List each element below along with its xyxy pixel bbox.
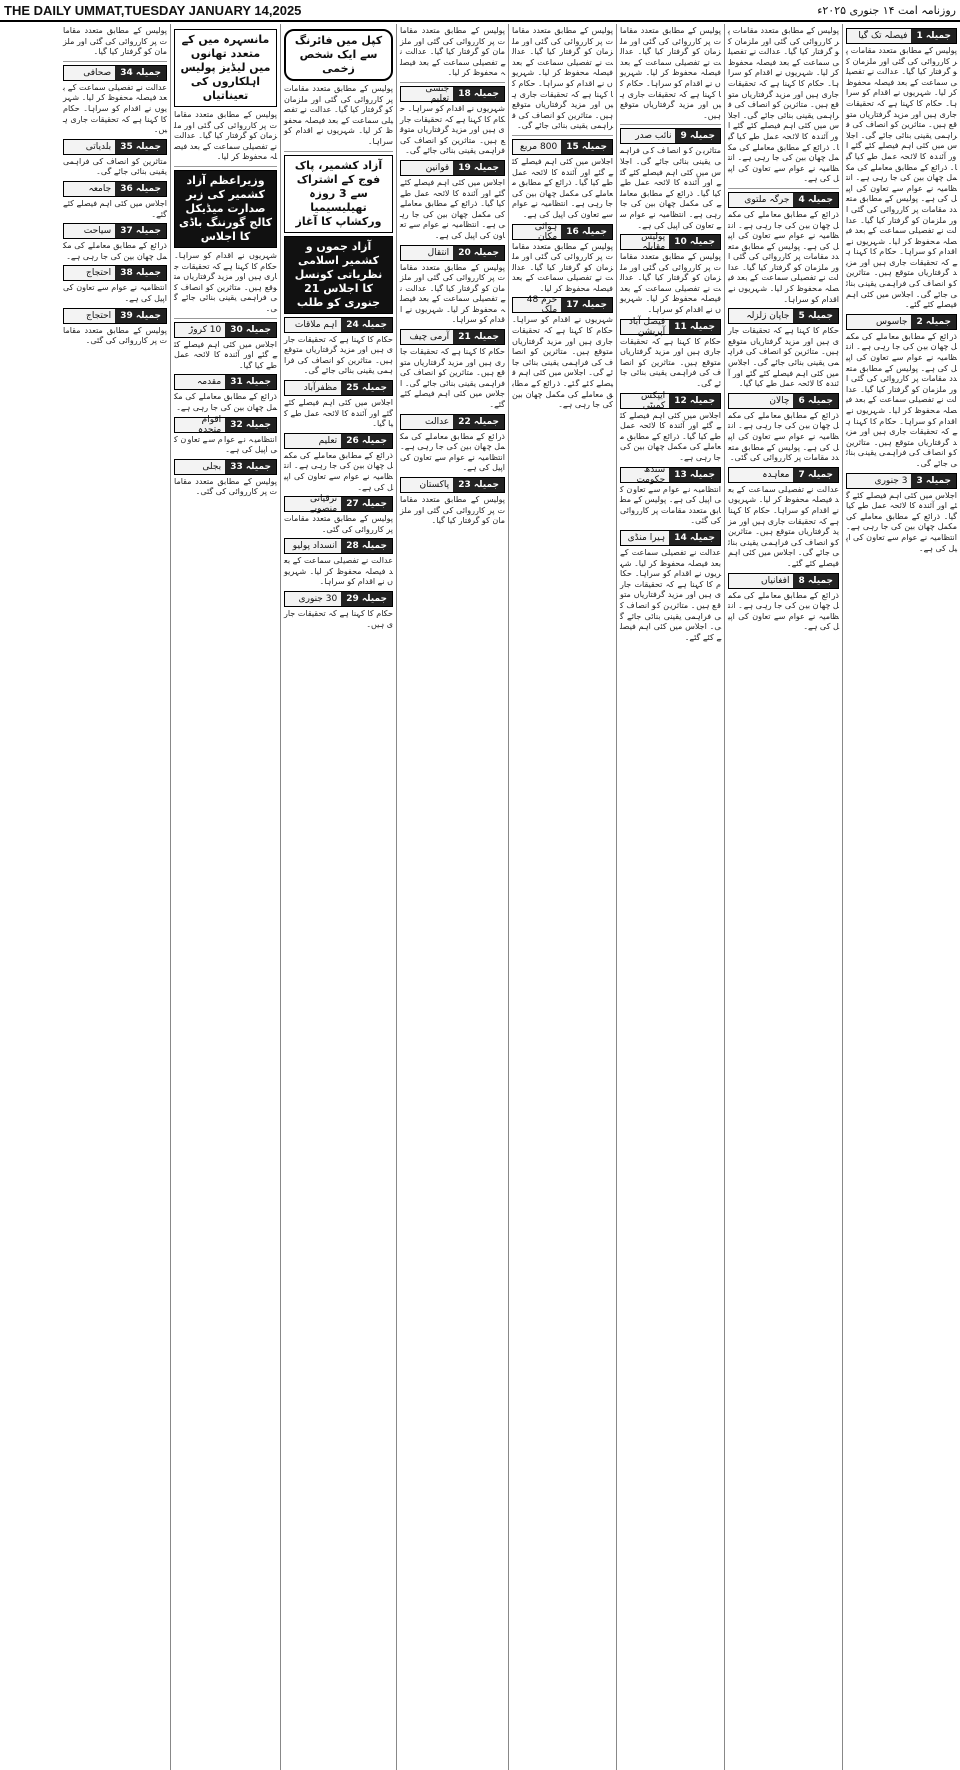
news-item-number: جمیلہ 12 — [669, 394, 720, 408]
news-item-title: 800 مربع — [513, 140, 561, 154]
news-item-body: حکام کا کہنا ہے کہ تحقیقات جاری ہیں اور مزید گرفتاریاں متوقع ہیں۔ متاثرین کو انصاف کی فراہمی یقینی بنائی جائے گی۔ — [284, 334, 393, 376]
news-item-title: حرم 48 ملک — [513, 298, 561, 312]
news-item-number: جمیلہ 20 — [453, 246, 504, 260]
news-item-header — [512, 221, 613, 242]
news-item-header — [400, 477, 505, 493]
news-item-title: فیصلہ تک گیا — [847, 29, 911, 43]
news-item-body: اجلاس میں کئی اہم فیصلے کئے گئے اور آئندہ کا لائحہ عمل طے کیا گیا۔ — [174, 339, 277, 370]
news-item-header — [400, 329, 505, 345]
news-item — [284, 317, 393, 377]
news-item-title: مقدمہ — [175, 375, 225, 389]
news-headline: وزیراعظم آزاد کشمیر کی زیر صدارت میڈیکل کالج گورننگ باڈی کا اجلاس — [174, 170, 277, 248]
news-item-body: شہریوں نے اقدام کو سراہا۔ حکام کا کہنا ہے کہ تحقیقات جاری ہیں اور مزید گرفتاریاں متوقع ہیں۔ متاثرین کو انصاف کی فراہمی یقینی بنائی جائے گی۔ اجلاس میں کئی اہم فیصلے کئے گئے۔ ذرائع کے مطابق معاملے کی مکمل چھان بین کی جا رہی ہے۔ — [512, 315, 613, 410]
news-item-header — [846, 473, 957, 489]
news-item-title: احتجاج — [64, 309, 115, 323]
news-item-title: صحافی — [64, 66, 115, 80]
news-item-header — [512, 295, 613, 316]
news-item-header — [63, 223, 167, 239]
news-item-title: انسداد پولیو — [285, 539, 341, 553]
news-body-text: پولیس کے مطابق متعدد مقامات پر کارروائی کی گئی اور ملزمان کو گرفتار کیا گیا۔ — [63, 26, 167, 57]
column-divider — [512, 135, 613, 136]
news-item-title: سندھ حکومت — [621, 468, 669, 482]
news-item-header — [620, 316, 721, 337]
news-item-number: جمیلہ 6 — [793, 394, 838, 408]
masthead — [0, 0, 960, 22]
news-item-title: جاپان زلزلہ — [729, 309, 793, 323]
news-item-header — [63, 65, 167, 81]
news-item — [63, 308, 167, 347]
news-item-header — [512, 139, 613, 155]
news-headline: کپل میں فائرنگ سے ایک شخص زخمی — [284, 29, 393, 81]
news-item-number: جمیلہ 1 — [911, 29, 956, 43]
news-item-body: اجلاس میں کئی اہم فیصلے کئے گئے اور آئندہ کا لائحہ عمل طے کیا گیا۔ — [284, 397, 393, 429]
news-item-number: جمیلہ 36 — [115, 182, 166, 196]
news-item-number: جمیلہ 27 — [341, 497, 392, 511]
news-item-title: جاسوس — [847, 315, 911, 329]
news-item-header — [284, 494, 393, 515]
news-item-body: پولیس کے مطابق متعدد مقامات پر کارروائی کی گئی اور ملزمان کو گرفتار کیا گیا۔ عدالت نے تفصیلی سماعت کے بعد فیصلہ محفوظ کر لیا۔ شہریوں نے اقدام کو سراہا۔ — [400, 262, 505, 325]
news-item-number: جمیلہ 4 — [793, 193, 838, 207]
news-item-number: جمیلہ 25 — [341, 381, 392, 395]
news-item-body: عدالت نے تفصیلی سماعت کے بعد فیصلہ محفوظ کر لیا۔ شہریوں نے اقدام کو سراہا۔ حکام کا کہنا ہے کہ تحقیقات جاری ہیں اور مزید گرفتاریاں متوقع ہیں۔ متاثرین کو انصاف کی فراہمی یقینی بنائی جائے گی۔ اجلاس میں کئی اہم فیصلے کئے گئے۔ — [727, 484, 839, 568]
news-item-number: جمیلہ 39 — [115, 309, 166, 323]
news-item — [400, 414, 505, 474]
news-item — [512, 297, 613, 410]
news-item — [728, 393, 839, 464]
news-item-header — [728, 192, 839, 208]
news-item-title: سیاحت — [64, 224, 115, 238]
news-item-body: ذرائع کے مطابق معاملے کی مکمل چھان بین کی جا رہی ہے۔ انتظامیہ نے عوام سے تعاون کی اپیل کی ہے۔ پولیس کے مطابق متعدد مقامات پر کارروائی کی گئی اور ملزمان کو گرفتار کیا گیا۔ عدالت نے تفصیلی سماعت کے بعد فیصلہ محفوظ کر لیا۔ شہریوں نے اقدام کو سراہا۔ — [728, 209, 839, 304]
news-column — [842, 24, 960, 1770]
news-item — [400, 329, 505, 411]
news-item-header — [728, 393, 839, 409]
news-item — [400, 477, 505, 527]
news-item-header — [284, 538, 393, 554]
news-item-number: جمیلہ 17 — [561, 298, 612, 312]
news-item-body: عدالت نے تفصیلی سماعت کے بعد فیصلہ محفوظ کر لیا۔ شہریوں نے اقدام کو سراہا۔ حکام کا کہنا ہے کہ تحقیقات جاری ہیں۔ — [63, 82, 167, 135]
news-item — [174, 459, 277, 498]
news-body-text: پولیس کے مطابق متعدد مقامات پر کارروائی کی گئی اور ملزمان کو گرفتار کیا گیا۔ عدالت نے تفصیلی سماعت کے بعد فیصلہ محفوظ کر لیا۔ شہریوں نے اقدام کو سراہا۔ حکام کا کہنا ہے کہ تحقیقات جاری ہیں اور مزید گرفتاریاں متوقع ہیں۔ — [620, 26, 721, 120]
news-item-header — [728, 467, 839, 483]
news-body-text: پولیس کے مطابق متعدد مقامات پر کارروائی کی گئی اور ملزمان کو گرفتار کیا گیا۔ عدالت نے تفصیلی سماعت کے بعد فیصلہ محفوظ کر لیا۔ شہریوں نے اقدام کو سراہا۔ — [284, 84, 393, 146]
news-item — [174, 374, 277, 413]
news-item-title: عدالت — [401, 415, 453, 429]
news-column — [508, 24, 616, 1770]
news-item-title: 10 کروڑ — [175, 323, 225, 337]
news-item-number: جمیلہ 33 — [225, 460, 276, 474]
news-item-number: جمیلہ 19 — [453, 161, 504, 175]
news-item-header — [400, 414, 505, 430]
news-item-body: متاثرین کو انصاف کی فراہمی یقینی بنائی جائے گی۔ اجلاس میں کئی اہم فیصلے کئے گئے اور آئندہ کا لائحہ عمل طے کیا گیا۔ ذرائع کے مطابق معاملے کی مکمل چھان بین کی جا رہی ہے۔ انتظامیہ نے عوام سے تعاون کی اپیل کی ہے۔ — [620, 146, 721, 230]
news-item-body: عدالت نے تفصیلی سماعت کے بعد فیصلہ محفوظ کر لیا۔ شہریوں نے اقدام کو سراہا۔ — [284, 556, 393, 587]
news-item-header — [284, 591, 393, 607]
news-item-title: چالان — [729, 394, 793, 408]
news-item-body: اجلاس میں کئی اہم فیصلے کئے گئے اور آئندہ کا لائحہ عمل طے کیا گیا۔ ذرائع کے مطابق معاملے کی مکمل چھان بین کی جا رہی ہے۔ انتظامیہ نے عوام سے تعاون کی اپیل کی ہے۔ — [400, 177, 505, 240]
news-item — [728, 467, 839, 570]
news-item — [284, 380, 393, 430]
news-item — [620, 128, 721, 231]
news-item-body: اجلاس میں کئی اہم فیصلے کئے گئے اور آئندہ کا لائحہ عمل طے کیا گیا۔ ذرائع کے مطابق معاملے کی مکمل چھان بین کی جا رہی ہے۔ — [620, 410, 721, 462]
news-item-title: احتجاج — [64, 266, 115, 280]
news-item-number: جمیلہ 22 — [453, 415, 504, 429]
news-item-body: پولیس کے مطابق متعدد مقامات پر کارروائی کی گئی اور ملزمان کو گرفتار کیا گیا۔ عدالت نے تفصیلی سماعت کے بعد فیصلہ محفوظ کر لیا۔ شہریوں نے اقدام کو سراہا۔ حکام کا کہنا ہے کہ تحقیقات جاری ہیں اور مزید گرفتاریاں متوقع ہیں۔ متاثرین کو انصاف کی فراہمی یقینی بنائی جائے گی۔ اجلاس میں کئی اہم فیصلے کئے گئے اور آئندہ کا لائحہ عمل طے کیا گیا۔ ذرائع کے مطابق معاملے کی مکمل چھان بین کی جا رہی ہے۔ انتظامیہ نے عوام سے تعاون کی اپیل کی ہے۔ پولیس کے مطابق متعدد مقامات پر کارروائی کی گئی اور ملزمان کو گرفتار کیا گیا۔ عدالت نے تفصیلی سماعت کے بعد فیصلہ محفوظ کر لیا۔ شہریوں نے اقدام کو سراہا۔ حکام کا کہنا ہے کہ تحقیقات جاری ہیں اور مزید گرفتاریاں متوقع ہیں۔ متاثرین کو انصاف کی فراہمی یقینی بنائی جائے گی۔ اجلاس میں کئی اہم فیصلے کئے گئے۔ — [845, 46, 957, 310]
news-item-title: بجلی — [175, 460, 225, 474]
news-item-number: جمیلہ 37 — [115, 224, 166, 238]
news-body-text: شہریوں نے اقدام کو سراہا۔ حکام کا کہنا ہے کہ تحقیقات جاری ہیں اور مزید گرفتاریاں متوقع ہیں۔ متاثرین کو انصاف کی فراہمی یقینی بنائی جائے گی۔ — [174, 250, 277, 313]
news-item — [620, 234, 721, 316]
news-item-number: جمیلہ 30 — [225, 323, 276, 337]
news-item-title: افغانیاں — [729, 574, 793, 588]
news-item-header — [174, 459, 277, 475]
news-item — [728, 573, 839, 633]
news-item — [63, 265, 167, 304]
news-item — [400, 245, 505, 327]
news-body-text: پولیس کے مطابق متعدد مقامات پر کارروائی کی گئی اور ملزمان کو گرفتار کیا گیا۔ عدالت نے تفصیلی سماعت کے بعد فیصلہ محفوظ کر لیا۔ شہریوں نے اقدام کو سراہا۔ حکام کا کہنا ہے کہ تحقیقات جاری ہیں اور مزید گرفتاریاں متوقع ہیں۔ متاثرین کو انصاف کی فراہمی یقینی بنائی جائے گی۔ — [512, 26, 613, 131]
column-divider — [728, 188, 839, 189]
news-item — [620, 390, 721, 464]
news-item-body: اجلاس میں کئی اہم فیصلے کئے گئے اور آئندہ کا لائحہ عمل طے کیا گیا۔ ذرائع کے مطابق معاملے کی مکمل چھان بین کی جا رہی ہے۔ انتظامیہ نے عوام سے تعاون کی اپیل کی ہے۔ — [512, 156, 613, 219]
news-item-number: جمیلہ 9 — [675, 129, 720, 143]
news-column — [616, 24, 724, 1770]
news-item — [63, 181, 167, 220]
news-item — [728, 308, 839, 390]
news-item — [620, 316, 721, 390]
column-divider — [284, 151, 393, 152]
news-item-body: پولیس کے مطابق متعدد مقامات پر کارروائی کی گئی اور ملزمان کو گرفتار کیا گیا۔ عدالت نے تفصیلی سماعت کے بعد فیصلہ محفوظ کر لیا۔ — [512, 241, 613, 293]
news-item-title: جرگہ ملتوی — [729, 193, 793, 207]
news-item-title: ایپکس کمیٹی — [621, 394, 669, 408]
news-item-header — [174, 414, 277, 435]
news-item-title: اہم ملاقات — [285, 318, 341, 332]
news-columns — [0, 24, 960, 1770]
news-item-body: حکام کا کہنا ہے کہ تحقیقات جاری ہیں اور مزید گرفتاریاں متوقع ہیں۔ متاثرین کو انصاف کی فراہمی یقینی بنائی جائے گی۔ اجلاس میں کئی اہم فیصلے کئے گئے اور آئندہ کا لائحہ عمل طے کیا گیا۔ — [728, 326, 839, 389]
news-item-number: جمیلہ 35 — [115, 140, 166, 154]
news-item-body: پولیس کے مطابق متعدد مقامات پر کارروائی کی گئی اور ملزمان کو گرفتار کیا گیا۔ — [400, 495, 505, 526]
news-item-body: انتظامیہ نے عوام سے تعاون کی اپیل کی ہے۔ پولیس کے مطابق متعدد مقامات پر کارروائی کی گئی۔ — [620, 484, 721, 526]
news-headline: آزاد جموں و کشمیر اسلامی نظریاتی کونسل کا اجلاس 21 جنوری کو طلب — [284, 236, 393, 314]
news-item-header — [728, 308, 839, 324]
news-item-header — [63, 308, 167, 324]
news-item-number: جمیلہ 23 — [453, 478, 504, 492]
news-item-header — [620, 464, 721, 485]
news-item-title: پولیس مقابلہ — [621, 235, 669, 249]
news-item — [846, 28, 957, 311]
news-item-header — [400, 245, 505, 261]
news-column — [396, 24, 508, 1770]
news-item-title: 3 جنوری — [847, 474, 911, 488]
news-item-header — [284, 380, 393, 396]
news-item — [284, 538, 393, 588]
news-item-body: حکام کا کہنا ہے کہ تحقیقات جاری ہیں۔ — [284, 609, 393, 629]
masthead-english-title: THE DAILY UMMAT,TUESDAY JANUARY 14,2025 — [4, 2, 302, 18]
news-item-number: جمیلہ 8 — [793, 574, 838, 588]
news-item — [512, 139, 613, 221]
news-item-number: جمیلہ 14 — [669, 531, 720, 545]
news-item-number: جمیلہ 5 — [793, 309, 838, 323]
column-divider — [620, 124, 721, 125]
news-item-header — [620, 530, 721, 546]
news-headline: آزاد کشمیر، پاک فوج کے اشتراک سے 3 روزہ تھیلیسیمیا ورکشاپ کا آغاز — [284, 155, 393, 233]
news-item-body: پولیس کے مطابق متعدد مقامات پر کارروائی کی گئی اور ملزمان کو گرفتار کیا گیا۔ عدالت نے تفصیلی سماعت کے بعد فیصلہ محفوظ کر لیا۔ شہریوں نے اقدام کو سراہا۔ — [620, 252, 721, 315]
news-item-body: انتظامیہ نے عوام سے تعاون کی اپیل کی ہے۔ — [174, 434, 277, 455]
news-item-header — [620, 390, 721, 411]
news-item — [846, 314, 957, 470]
news-item-title: بلدیاتی — [64, 140, 115, 154]
news-item-body: ذرائع کے مطابق معاملے کی مکمل چھان بین کی جا رہی ہے۔ انتظامیہ نے عوام سے تعاون کی اپیل کی ہے۔ — [284, 450, 393, 492]
news-body-text: پولیس کے مطابق متعدد مقامات پر کارروائی کی گئی اور ملزمان کو گرفتار کیا گیا۔ عدالت نے تفصیلی سماعت کے بعد فیصلہ محفوظ کر لیا۔ — [174, 110, 277, 162]
news-item — [63, 139, 167, 178]
news-item-number: جمیلہ 29 — [341, 592, 392, 606]
news-item — [400, 160, 505, 242]
news-item-body: ذرائع کے مطابق معاملے کی مکمل چھان بین کی جا رہی ہے۔ — [174, 392, 277, 412]
news-item-header — [620, 232, 721, 253]
news-item-number: جمیلہ 34 — [115, 66, 166, 80]
news-item-header — [174, 322, 277, 338]
news-item-body: ذرائع کے مطابق معاملے کی مکمل چھان بین کی جا رہی ہے۔ انتظامیہ نے عوام سے تعاون کی اپیل کی ہے۔ — [400, 431, 505, 473]
news-item-header — [846, 314, 957, 330]
news-item-title: تعلیم — [285, 434, 341, 448]
news-item — [284, 591, 393, 630]
news-item-header — [400, 160, 505, 176]
masthead-urdu-date: روزنامہ امت ۱۴ جنوری ۲۰۲۵ء — [817, 3, 956, 17]
news-item — [846, 473, 957, 555]
news-item-body: انتظامیہ نے عوام سے تعاون کی اپیل کی ہے۔ — [63, 283, 167, 303]
news-item-header — [728, 573, 839, 589]
news-item-header — [284, 433, 393, 449]
news-item-title: قوانین — [401, 161, 453, 175]
news-item-header — [400, 83, 505, 104]
news-item-title: فیصل آباد آپریشن — [621, 320, 669, 334]
news-item-body: اجلاس میں کئی اہم فیصلے کئے گئے۔ — [63, 198, 167, 219]
news-item-header — [620, 128, 721, 144]
news-item-body: ذرائع کے مطابق معاملے کی مکمل چھان بین کی جا رہی ہے۔ انتظامیہ نے عوام سے تعاون کی اپیل کی ہے۔ پولیس کے مطابق متعدد مقامات پر کارروائی کی گئی۔ — [728, 410, 839, 463]
news-item-number: جمیلہ 2 — [911, 315, 956, 329]
news-item-title: معاہدہ — [729, 468, 793, 482]
news-item-body: ذرائع کے مطابق معاملے کی مکمل چھان بین کی جا رہی ہے۔ انتظامیہ نے عوام سے تعاون کی اپیل کی ہے۔ پولیس کے مطابق متعدد مقامات پر کارروائی کی گئی اور ملزمان کو گرفتار کیا گیا۔ عدالت نے تفصیلی سماعت کے بعد فیصلہ محفوظ کر لیا۔ شہریوں نے اقدام کو سراہا۔ حکام کا کہنا ہے کہ تحقیقات جاری ہیں اور مزید گرفتاریاں متوقع ہیں۔ متاثرین کو انصاف کی فراہمی یقینی بنائی جائے گی۔ — [846, 331, 957, 468]
news-item — [284, 496, 393, 535]
news-item-title: جنسی تعلیم — [401, 87, 453, 101]
news-item-number: جمیلہ 11 — [669, 320, 720, 334]
news-column — [724, 24, 842, 1770]
news-column — [170, 24, 280, 1770]
news-body-text: پولیس کے مطابق متعدد مقامات پر کارروائی کی گئی اور ملزمان کو گرفتار کیا گیا۔ عدالت نے تفصیلی سماعت کے بعد فیصلہ محفوظ کر لیا۔ شہریوں نے اقدام کو سراہا۔ حکام کا کہنا ہے کہ تحقیقات جاری ہیں اور مزید گرفتاریاں متوقع ہیں۔ متاثرین کو انصاف کی فراہمی یقینی بنائی جائے گی۔ اجلاس میں کئی اہم فیصلے کئے گئے اور آئندہ کا لائحہ عمل طے کیا گیا۔ ذرائع کے مطابق معاملے کی مکمل چھان بین کی جا رہی ہے۔ انتظامیہ نے عوام سے تعاون کی اپیل کی ہے۔ — [728, 26, 839, 184]
news-item-body: ذرائع کے مطابق معاملے کی مکمل چھان بین کی جا رہی ہے۔ — [63, 241, 167, 261]
news-item-body: پولیس کے مطابق متعدد مقامات پر کارروائی کی گئی۔ — [63, 325, 167, 346]
news-item — [620, 530, 721, 643]
news-item-number: جمیلہ 18 — [453, 87, 504, 101]
news-item-header — [846, 28, 957, 44]
news-item-title: نائب صدر — [621, 129, 675, 143]
news-item-title: آرمی چیف — [401, 330, 453, 344]
news-item-body: متاثرین کو انصاف کی فراہمی یقینی بنائی جائے گی۔ — [63, 156, 167, 177]
news-item-body: حکام کا کہنا ہے کہ تحقیقات جاری ہیں اور مزید گرفتاریاں متوقع ہیں۔ متاثرین کو انصاف کی فراہمی یقینی بنائی جائے گی۔ اجلاس میں کئی اہم فیصلے کئے گئے۔ — [400, 347, 505, 410]
news-item-title: ہیرا منڈی — [621, 531, 669, 545]
news-item — [400, 83, 505, 157]
news-item-header — [63, 139, 167, 155]
news-item-number: جمیلہ 28 — [341, 539, 392, 553]
news-item-number: جمیلہ 24 — [341, 318, 392, 332]
news-item-number: جمیلہ 16 — [561, 225, 612, 239]
news-item-number: جمیلہ 15 — [561, 140, 612, 154]
news-item — [174, 322, 277, 372]
news-column — [60, 24, 170, 1770]
news-item-header — [63, 181, 167, 197]
news-item — [63, 223, 167, 262]
news-item-title: مظفرآباد — [285, 381, 341, 395]
news-item — [512, 221, 613, 295]
news-item-number: جمیلہ 26 — [341, 434, 392, 448]
news-item-header — [284, 317, 393, 333]
news-item — [174, 414, 277, 456]
news-item-number: جمیلہ 31 — [225, 375, 276, 389]
news-item-title: 30 جنوری — [285, 592, 341, 606]
news-item-number: جمیلہ 21 — [453, 330, 504, 344]
news-item — [63, 65, 167, 136]
column-divider — [174, 166, 277, 167]
column-divider — [63, 61, 167, 62]
news-item — [620, 464, 721, 527]
news-item-body: ذرائع کے مطابق معاملے کی مکمل چھان بین کی جا رہی ہے۔ انتظامیہ نے عوام سے تعاون کی اپیل کی ہے۔ — [728, 590, 839, 632]
news-item-body: عدالت نے تفصیلی سماعت کے بعد فیصلہ محفوظ کر لیا۔ شہریوں نے اقدام کو سراہا۔ حکام کا کہنا ہے کہ تحقیقات جاری ہیں اور مزید گرفتاریاں متوقع ہیں۔ متاثرین کو انصاف کی فراہمی یقینی بنائی جائے گی۔ اجلاس میں کئی اہم فیصلے کئے گئے۔ — [620, 547, 721, 642]
news-headline: مانسہرہ میں کے متعدد تھانوں میں لیڈیز پولیس اہلکاروں کی تعیناتیاں — [174, 29, 277, 107]
news-item-title: انتقال — [401, 246, 453, 260]
news-item-title: ترقیاتی منصوبے — [285, 497, 341, 511]
news-item-body: پولیس کے مطابق متعدد مقامات پر کارروائی کی گئی۔ — [174, 476, 277, 497]
news-item-header — [174, 374, 277, 390]
news-item-title: جامعہ — [64, 182, 115, 196]
news-item-number: جمیلہ 13 — [669, 468, 720, 482]
news-item-number: جمیلہ 3 — [911, 474, 956, 488]
column-divider — [174, 318, 277, 319]
news-item-number: جمیلہ 7 — [793, 468, 838, 482]
news-body-text: پولیس کے مطابق متعدد مقامات پر کارروائی کی گئی اور ملزمان کو گرفتار کیا گیا۔ عدالت نے تفصیلی سماعت کے بعد فیصلہ محفوظ کر لیا۔ — [400, 26, 505, 78]
news-item-body: اجلاس میں کئی اہم فیصلے کئے گئے اور آئندہ کا لائحہ عمل طے کیا گیا۔ ذرائع کے مطابق معاملے کی مکمل چھان بین کی جا رہی ہے۔ انتظامیہ نے عوام سے تعاون کی اپیل کی ہے۔ — [846, 490, 957, 553]
news-column — [280, 24, 396, 1770]
news-item-header — [63, 265, 167, 281]
news-item-body: پولیس کے مطابق متعدد مقامات پر کارروائی کی گئی۔ — [284, 514, 393, 534]
news-item-number: جمیلہ 32 — [225, 418, 276, 432]
news-item — [284, 433, 393, 493]
news-item-title: اقوام متحدہ — [175, 418, 225, 432]
news-item — [728, 192, 839, 305]
news-item-title: پاکستان — [401, 478, 453, 492]
news-item-number: جمیلہ 10 — [669, 235, 720, 249]
news-item-title: ہوائی مکان — [513, 225, 561, 239]
news-item-body: حکام کا کہنا ہے کہ تحقیقات جاری ہیں اور مزید گرفتاریاں متوقع ہیں۔ متاثرین کو انصاف کی فراہمی یقینی بنائی جائے گی۔ — [620, 336, 721, 389]
news-item-body: شہریوں نے اقدام کو سراہا۔ حکام کا کہنا ہے کہ تحقیقات جاری ہیں اور مزید گرفتاریاں متوقع ہیں۔ متاثرین کو انصاف کی فراہمی یقینی بنائی جائے گی۔ — [400, 103, 505, 156]
news-item-number: جمیلہ 38 — [115, 266, 166, 280]
column-divider — [400, 82, 505, 83]
